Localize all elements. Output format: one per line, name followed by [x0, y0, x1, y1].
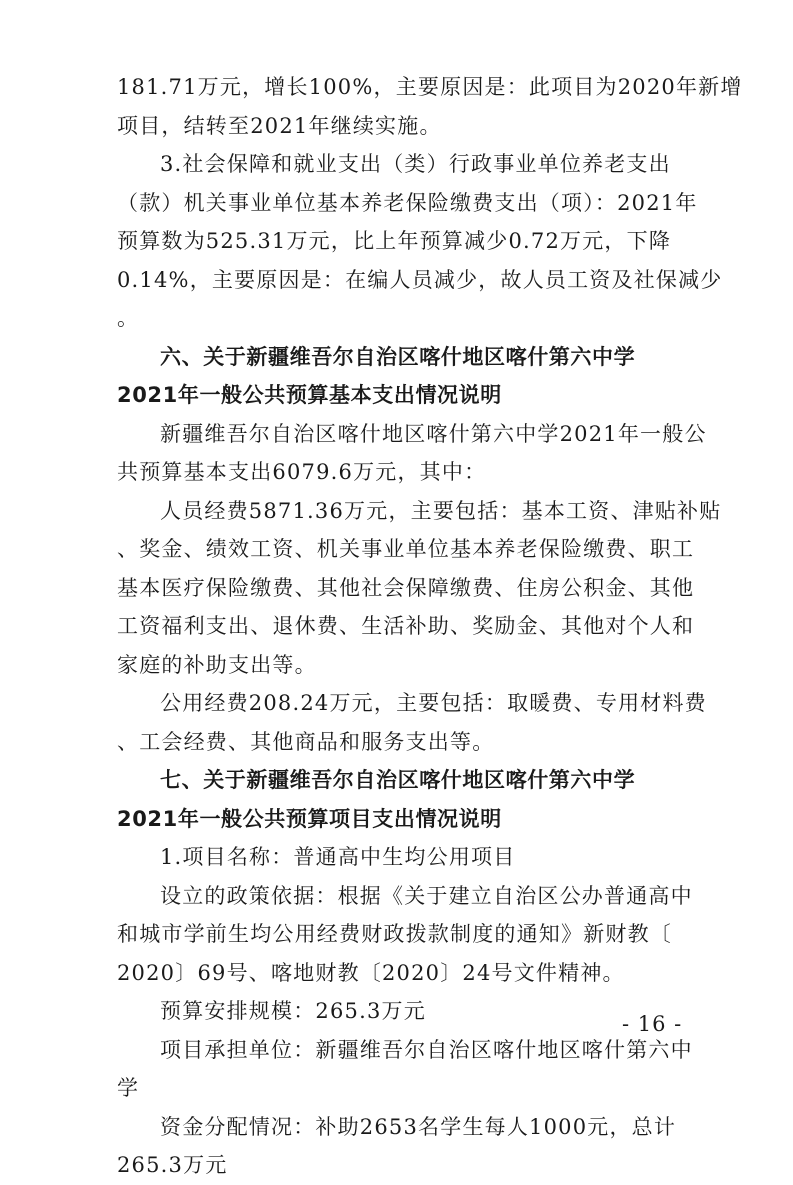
paragraph-line: 3.社会保障和就业支出（类）行政事业单位养老支出: [160, 152, 671, 176]
paragraph-line: （款）机关事业单位基本养老保险缴费支出（项）：2021年: [117, 190, 698, 215]
paragraph-line: 2020〕69号、喀地财教〔2020〕24号文件精神。: [117, 960, 625, 985]
paragraph-line: 基本医疗保险缴费、其他社会保障缴费、住房公积金、其他: [117, 575, 695, 600]
section-heading: 2021年一般公共预算基本支出情况说明: [117, 383, 502, 407]
section-heading: 七、关于新疆维吾尔自治区喀什地区喀什第六中学: [160, 768, 636, 792]
paragraph-line: 项目，结转至2021年继续实施。: [117, 113, 442, 138]
paragraph-line: 0.14%，主要原因是：在编人员减少，故人员工资及社保减少: [117, 267, 723, 292]
paragraph-line: 资金分配情况：补助2653名学生每人1000元，总计: [160, 1114, 677, 1139]
paragraph-line: 工资福利支出、退休费、生活补助、奖励金、其他对个人和: [117, 614, 695, 638]
document-body: [117, 68, 743, 1185]
paragraph-line: 和城市学前生均公用经费财政拨款制度的通知》新财教〔: [117, 922, 672, 946]
paragraph-line: 公用经费208.24万元，主要包括：取暖费、专用材料费: [160, 691, 707, 715]
paragraph-line: 人员经费5871.36万元，主要包括：基本工资、津贴补贴: [160, 498, 722, 523]
paragraph-line: 新疆维吾尔自治区喀什地区喀什第六中学2021年一般公: [160, 421, 707, 446]
paragraph-line: 共预算基本支出6079.6万元，其中：: [117, 460, 487, 484]
paragraph-line: 预算数为525.31万元，比上年预算减少0.72万元，下降: [117, 229, 672, 253]
paragraph-line: 设立的政策依据：根据《关于建立自治区公办普通高中: [160, 883, 693, 908]
paragraph-line: 1.项目名称：普通高中生均公用项目: [160, 845, 516, 869]
section-heading: 六、关于新疆维吾尔自治区喀什地区喀什第六中学: [160, 344, 636, 369]
section-heading: 2021年一般公共预算项目支出情况说明: [117, 806, 502, 831]
paragraph-line: 、工会经费、其他商品和服务支出等。: [117, 729, 495, 754]
paragraph-line: 预算安排规模：265.3万元: [160, 999, 426, 1023]
paragraph-line: 、奖金、绩效工资、机关事业单位基本养老保险缴费、职工: [117, 537, 695, 561]
paragraph-line: 181.71万元，增长100%，主要原因是：此项目为2020年新增: [117, 75, 743, 99]
paragraph-line: 学: [117, 1076, 140, 1100]
paragraph-line: 265.3万元: [117, 1153, 228, 1177]
page-number: - 16 -: [622, 1012, 683, 1036]
paragraph-line: 家庭的补助支出等。: [117, 652, 317, 677]
paragraph-line: 项目承担单位：新疆维吾尔自治区喀什地区喀什第六中: [160, 1037, 693, 1062]
paragraph-line: 。: [117, 306, 140, 330]
